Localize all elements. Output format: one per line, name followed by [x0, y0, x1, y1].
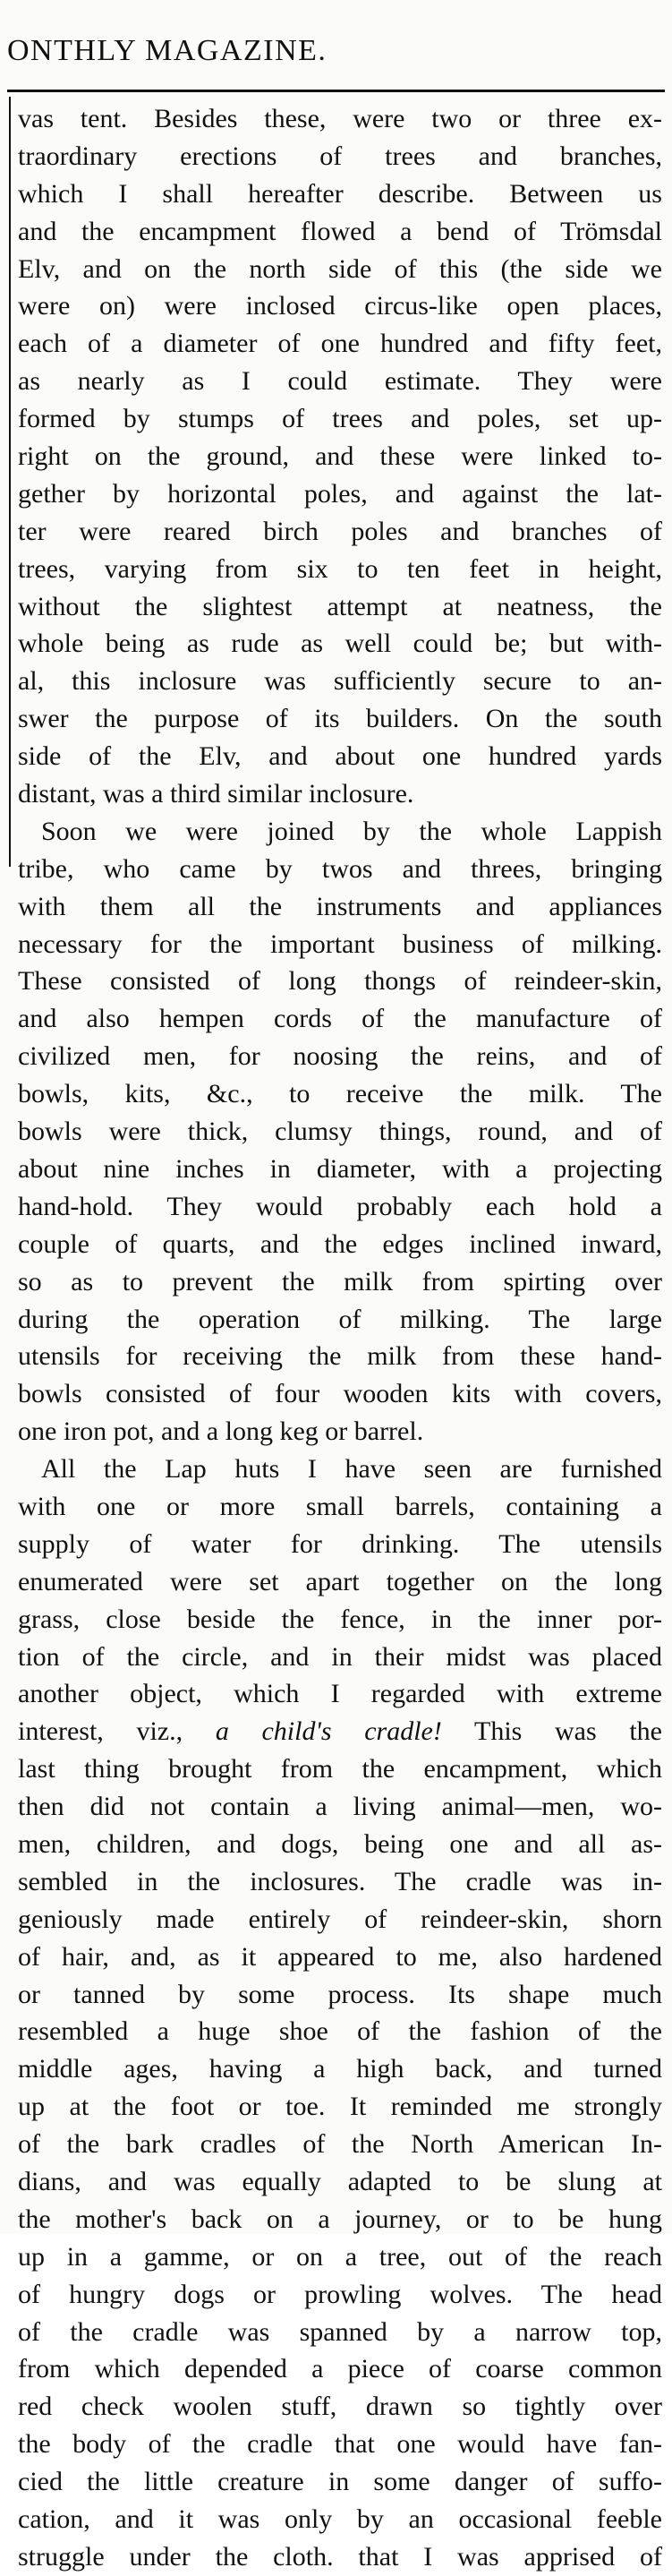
- text-line: right on the ground, and these were linked to-: [18, 441, 662, 472]
- text-line: side of the Elv, and about one hundred yards: [18, 741, 662, 772]
- text-line: swer the purpose of its builders. On the south: [18, 704, 662, 734]
- text-line: Soon we were joined by the whole Lappish: [41, 816, 662, 846]
- text-line: hand-hold. They would probably each hold a: [18, 1191, 662, 1221]
- text-line: with them all the instruments and appliances: [18, 891, 662, 921]
- text-line: up in a gamme, or on a tree, out of the reach: [18, 2241, 662, 2272]
- text-line: bowls consisted of four wooden kits with covers,: [18, 1379, 662, 1409]
- italic-phrase: a child's cradle!: [215, 1716, 442, 1747]
- text-line: couple of quarts, and the edges inclined inward,: [18, 1228, 662, 1259]
- text-line: about nine inches in diameter, with a projecting: [18, 1153, 662, 1184]
- text-line: without the slightest attempt at neatness, the: [18, 591, 662, 621]
- text-line: of the bark cradles of the North American In-: [18, 2129, 662, 2160]
- text-line: each of a diameter of one hundred and fifty feet,: [18, 329, 662, 359]
- text-line: al, this inclosure was sufficiently secure to an-: [18, 666, 662, 697]
- text-line: formed by stumps of trees and poles, set up-: [18, 404, 662, 434]
- text-line: sembled in the inclosures. The cradle was in-: [18, 1866, 662, 1896]
- column-rule: [9, 97, 11, 867]
- text-line: then did not contain a living animal—men, wo-: [18, 1792, 662, 1822]
- paragraph-2: [18, 813, 662, 1451]
- text-line: of hair, and, as it appeared to me, also hardened: [18, 1941, 662, 1972]
- text-line: which I shall hereafter describe. Between us: [18, 178, 662, 209]
- text-line: Elv, and on the north side of this (the side we: [18, 253, 662, 284]
- text-line: and also hempen cords of the manufacture of: [18, 1004, 662, 1034]
- text-line: All the Lap huts I have seen are furnished: [41, 1454, 662, 1485]
- text-line: geniously made entirely of reindeer-skin, shorn: [18, 1904, 662, 1934]
- text-line: utensils for receiving the milk from these hand-: [18, 1341, 662, 1372]
- text-line: bowls, kits, &c., to receive the milk. The: [18, 1079, 662, 1109]
- text-line: whole being as rude as well could be; but with-: [18, 629, 662, 659]
- text-line: middle ages, having a high back, and turned: [18, 2054, 662, 2084]
- text-line: tribe, who came by twos and threes, bringing: [18, 853, 662, 884]
- paragraph-3: [18, 1451, 662, 2576]
- text-line: so as to prevent the milk from spirting over: [18, 1266, 662, 1297]
- text-line: cation, and it was only by an occasional feeble: [18, 2504, 662, 2534]
- text-line: of hungry dogs or prowling wolves. The head: [18, 2279, 662, 2309]
- article-column: [18, 100, 662, 2576]
- text-line: ter were reared birch poles and branches of: [18, 516, 662, 546]
- line-fragment: This was the: [441, 1716, 662, 1747]
- text-line: grass, close beside the fence, in the inner por-: [18, 1604, 662, 1634]
- text-line: of the cradle was spanned by a narrow top,: [18, 2316, 662, 2347]
- text-line: were on) were inclosed circus-like open places,: [18, 291, 662, 321]
- text-line: struggle under the cloth. that I was apprised of: [18, 2541, 662, 2572]
- text-line: tion of the circle, and in their midst was placed: [18, 1641, 662, 1672]
- line-fragment: interest, viz.,: [18, 1716, 216, 1747]
- text-line: as nearly as I could estimate. They were: [18, 366, 662, 397]
- text-line: the mother's back on a journey, or to be hung: [18, 2204, 662, 2234]
- text-line: with one or more small barrels, containing a: [18, 1491, 662, 1521]
- text-line: These consisted of long thongs of reindeer-skin,: [18, 966, 662, 997]
- text-line: and the encampment flowed a bend of Trömsdal: [18, 216, 662, 246]
- text-line: one iron pot, and a long keg or barrel.: [18, 1416, 424, 1447]
- running-head-title: ONTHLY MAGAZINE.: [7, 34, 327, 67]
- text-line: resembled a huge shoe of the fashion of the: [18, 2016, 662, 2047]
- text-line-with-italic: [18, 1713, 662, 1750]
- text-line: necessary for the important business of milking.: [18, 929, 662, 959]
- text-line: traordinary erections of trees and branches,: [18, 141, 662, 171]
- header-rule: [7, 90, 665, 92]
- text-line: bowls were thick, clumsy things, round, and of: [18, 1117, 662, 1147]
- text-line: during the operation of milking. The large: [18, 1304, 662, 1334]
- text-line: distant, was a third similar inclosure.: [18, 779, 414, 809]
- text-line: enumerated were set apart together on the long: [18, 1566, 662, 1596]
- text-line: red check woolen stuff, drawn so tightly over: [18, 2392, 662, 2422]
- text-line: up at the foot or toe. It reminded me strongly: [18, 2092, 662, 2122]
- text-line: men, children, and dogs, being one and all as-: [18, 1828, 662, 1859]
- text-line: civilized men, for noosing the reins, and of: [18, 1041, 662, 1072]
- text-line: from which depended a piece of coarse common: [18, 2354, 662, 2384]
- text-line: the body of the cradle that one would have fan-: [18, 2429, 662, 2460]
- text-line: trees, varying from six to ten feet in height,: [18, 553, 662, 584]
- text-line: or tanned by some process. Its shape much: [18, 1979, 662, 2009]
- text-line: supply of water for drinking. The utensils: [18, 1528, 662, 1559]
- text-line: another object, which I regarded with extreme: [18, 1679, 662, 1709]
- text-line: dians, and was equally adapted to be slung at: [18, 2166, 662, 2196]
- text-line: vas tent. Besides these, were two or three ex-: [18, 104, 662, 133]
- paragraph-1: [18, 100, 662, 813]
- text-line: last thing brought from the encampment, which: [18, 1754, 662, 1784]
- text-line: cied the little creature in some danger of suffo-: [18, 2467, 662, 2497]
- text-line: gether by horizontal poles, and against the lat-: [18, 478, 662, 509]
